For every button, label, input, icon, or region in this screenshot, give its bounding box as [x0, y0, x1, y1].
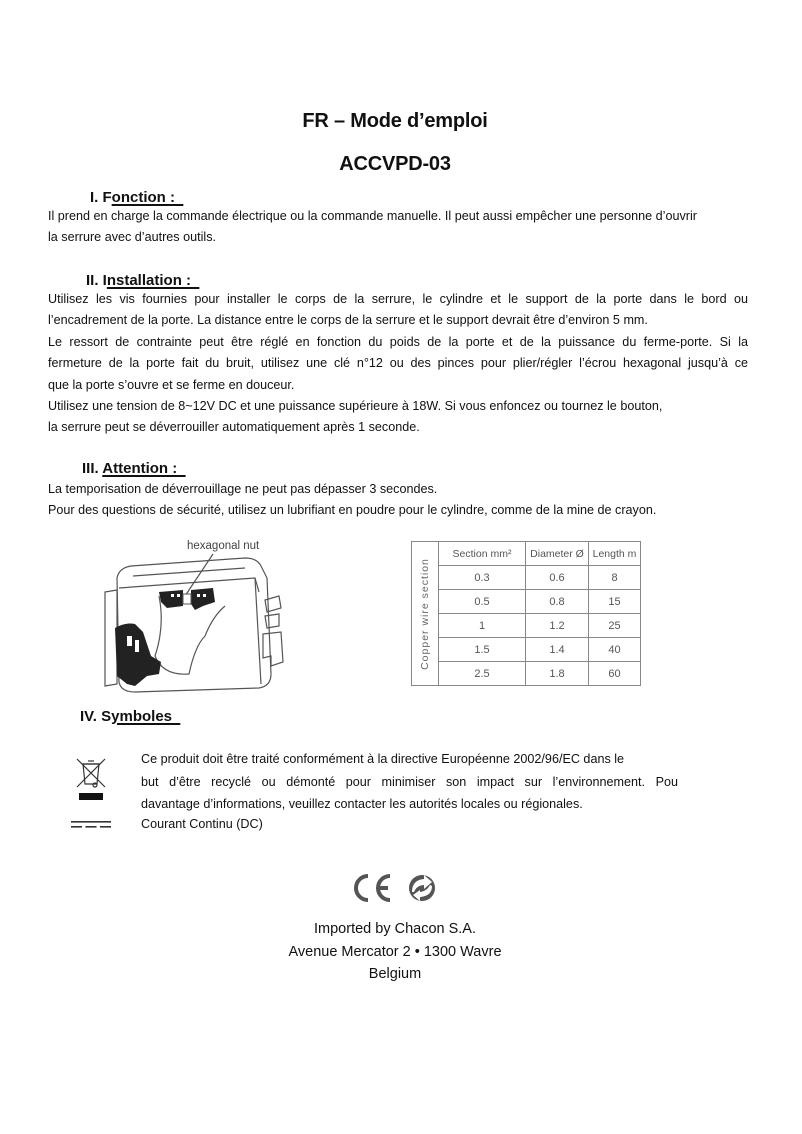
text-line: Pour des questions de sécurité, utilisez un lubrifiant en poudre pour le cylindre, comme de la mine de crayon. — [48, 503, 657, 518]
table-cell: 8 — [589, 566, 641, 590]
column-header: Length m — [589, 542, 641, 566]
text-line: que la porte s’ouvre et se ferme en douceur. — [48, 377, 295, 392]
model-number: ACCVPD-03 — [339, 153, 451, 175]
page-title: FR – Mode d’emploi — [302, 110, 488, 132]
importer-address — [0, 918, 790, 986]
table-cell: 0.8 — [526, 590, 589, 614]
table-cell: 1.2 — [526, 614, 589, 638]
text-line: La temporisation de déverrouillage ne peut pas dépasser 3 secondes. — [48, 482, 438, 496]
figure-label-hexagonal-nut: hexagonal nut — [187, 540, 260, 552]
section-heading-installation: II. Installation : — [86, 272, 200, 289]
text-line: Le ressort de contrainte peut être réglé en fonction du poids de la porte et de la puissance du ferme-porte. Si la — [48, 334, 748, 349]
importer-street: Avenue Mercator 2 • 1300 Wavre — [288, 943, 502, 960]
certification-marks — [350, 870, 440, 906]
text-line: la serrure avec d’autres outils. — [48, 230, 216, 245]
section-body-attention — [48, 479, 748, 522]
table-cell: 60 — [589, 662, 641, 686]
table-cell: 0.6 — [526, 566, 589, 590]
lock-body-drawing-icon — [95, 536, 305, 698]
table-cell: 15 — [589, 590, 641, 614]
weee-crossed-bin-icon — [74, 756, 108, 802]
table-cell: 0.3 — [439, 566, 526, 590]
column-header: Diameter Ø — [526, 542, 589, 566]
weee-description — [141, 748, 678, 816]
copper-wire-table — [411, 541, 641, 686]
text-line: Il prend en charge la commande électrique ou la commande manuelle. Il peut aussi empêcher une personne d’ouvrir — [48, 209, 697, 223]
text-line: davantage d’informations, veuillez contacter les autorités locales ou régionales. — [141, 797, 583, 812]
text-line: Utilisez une tension de 8~12V DC et une puissance supérieure à 18W. Si vous enfoncez ou tournez le bouton, — [48, 399, 663, 414]
table-cell: 1.5 — [439, 638, 526, 662]
table-row — [412, 566, 641, 590]
text-line: la serrure peut se déverrouiller automatiquement après 1 seconde. — [48, 420, 420, 435]
section-body-fonction — [48, 206, 748, 249]
table-side-label: Copper wire section — [412, 542, 439, 686]
green-dot-recycle-icon — [409, 875, 435, 901]
dc-current-icon — [70, 818, 112, 830]
importer-country: Belgium — [368, 966, 422, 982]
table-cell: 1.4 — [526, 638, 589, 662]
column-header: Section mm² — [439, 542, 526, 566]
ce-mark-icon — [356, 876, 390, 900]
table-row — [412, 638, 641, 662]
section-body-installation — [48, 289, 748, 439]
text-line: l’encadrement de la porte. La distance entre le corps de la serrure et le support devrait être d’environ 5 mm. — [48, 313, 648, 328]
importer-name: Imported by Chacon S.A. — [314, 921, 476, 937]
section-heading-attention: III. Attention : — [82, 460, 186, 477]
table-cell: 40 — [589, 638, 641, 662]
table-row — [412, 590, 641, 614]
table-cell: 2.5 — [439, 662, 526, 686]
lock-illustration — [95, 536, 305, 698]
table-cell: 1 — [439, 614, 526, 638]
table-row — [412, 662, 641, 686]
section-heading-fonction: I. Fonction : — [90, 189, 184, 206]
table-cell: 1.8 — [526, 662, 589, 686]
table-header-row — [412, 542, 641, 566]
section-heading-symboles: IV. Symboles — [80, 708, 181, 725]
table-cell: 0.5 — [439, 590, 526, 614]
text-line: Ce produit doit être traité conformément à la directive Européenne 2002/96/EC dans le — [141, 752, 625, 766]
text-line: fermeture de la porte fait du bruit, utilisez une clé n°12 ou des pinces pour plier/régler l’écrou hexagonal jusqu’à ce — [48, 356, 748, 371]
table-cell: 25 — [589, 614, 641, 638]
text-line: but d’être recyclé ou démonté pour minimiser son impact sur l’environnement. Pou — [141, 774, 678, 789]
dc-description: Courant Continu (DC) — [141, 817, 263, 831]
table-row — [412, 614, 641, 638]
text-line: Utilisez les vis fournies pour installer le corps de la serrure, le cylindre et le support de la porte dans le bord ou — [48, 292, 748, 306]
